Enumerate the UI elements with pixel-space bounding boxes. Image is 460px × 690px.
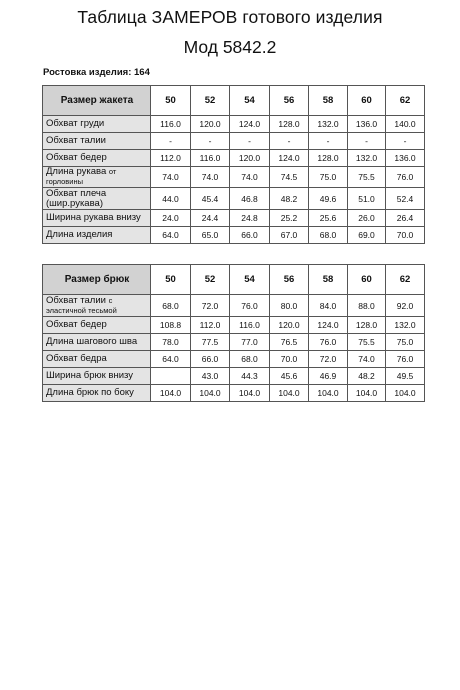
jacket-measurements-table (42, 85, 425, 244)
measurement-cell: 136.0 (386, 150, 425, 167)
measurement-cell: 104.0 (191, 385, 230, 402)
size-header-cell: 56 (270, 86, 309, 116)
measurement-cell: 69.0 (348, 227, 386, 244)
measurement-cell (151, 368, 191, 385)
measurement-cell: 78.0 (151, 334, 191, 351)
size-header-cell: 52 (191, 86, 230, 116)
table-row (43, 334, 425, 351)
measurement-cell: 104.0 (348, 385, 386, 402)
measurement-cell: 88.0 (348, 295, 386, 317)
size-header-label: Размер брюк (43, 265, 151, 295)
table-row (43, 227, 425, 244)
document-title: Таблица ЗАМЕРОВ готового изделия (77, 7, 383, 27)
table-row (43, 210, 425, 227)
size-header-cell: 50 (151, 265, 191, 295)
measurement-cell: 104.0 (151, 385, 191, 402)
row-label (43, 188, 151, 210)
table-row (43, 295, 425, 317)
measurement-cell: 76.5 (270, 334, 309, 351)
measurement-cell: 46.9 (309, 368, 348, 385)
measurement-cell: 76.0 (309, 334, 348, 351)
measurement-cell: 120.0 (191, 116, 230, 133)
measurement-cell: 74.0 (151, 167, 191, 188)
measurement-cell: 124.0 (230, 116, 270, 133)
measurement-cell: 77.0 (230, 334, 270, 351)
measurement-cell: 104.0 (309, 385, 348, 402)
measurement-cell: 80.0 (270, 295, 309, 317)
row-label-text: Ширина брюк внизу (46, 370, 134, 381)
row-label-text: Длина изделия (46, 229, 113, 240)
measurement-cell: 74.0 (191, 167, 230, 188)
measurement-cell: 112.0 (151, 150, 191, 167)
row-label-note: с эластичной тесьмой (46, 295, 117, 315)
header-row (43, 265, 425, 295)
row-label (43, 167, 151, 188)
measurement-cell: 104.0 (230, 385, 270, 402)
size-header-cell: 62 (386, 86, 425, 116)
row-label (43, 210, 151, 227)
measurement-cell: 26.4 (386, 210, 425, 227)
measurement-cell: 124.0 (309, 317, 348, 334)
row-label-text: Длина рукава (46, 166, 109, 177)
measurement-cell: 116.0 (151, 116, 191, 133)
measurement-cell: 128.0 (309, 150, 348, 167)
measurement-cell: 68.0 (230, 351, 270, 368)
measurement-cell: 74.0 (230, 167, 270, 188)
measurement-cell: 48.2 (270, 188, 309, 210)
table-row (43, 116, 425, 133)
table-row (43, 150, 425, 167)
measurement-cell: 132.0 (386, 317, 425, 334)
measurement-cell: 75.0 (309, 167, 348, 188)
row-label-text: Обхват плеча (шир.рукава) (46, 187, 107, 209)
measurement-cell: 77.5 (191, 334, 230, 351)
measurement-cell: 76.0 (386, 351, 425, 368)
row-label-text: Обхват бедер (46, 319, 107, 330)
row-label-note: от горловины (46, 167, 117, 186)
row-label-text: Длина брюк по боку (46, 387, 134, 398)
row-label-text: Обхват талии (46, 294, 109, 306)
measurement-cell: 66.0 (191, 351, 230, 368)
measurement-cell: 66.0 (230, 227, 270, 244)
size-header-label: Размер жакета (43, 86, 151, 116)
row-label (43, 295, 151, 317)
measurement-cell: 24.8 (230, 210, 270, 227)
table-row (43, 317, 425, 334)
measurement-cell: 45.6 (270, 368, 309, 385)
height-label: Ростовка изделия: 164 (43, 67, 150, 78)
measurement-cell: - (309, 133, 348, 150)
measurement-cell: 44.0 (151, 188, 191, 210)
measurement-cell: 124.0 (270, 150, 309, 167)
row-label-text: Обхват бедер (46, 152, 107, 163)
measurement-cell: - (270, 133, 309, 150)
trousers-measurements-table (42, 264, 425, 402)
measurement-cell: 92.0 (386, 295, 425, 317)
size-header-cell: 62 (386, 265, 425, 295)
size-header-cell: 60 (348, 86, 386, 116)
measurement-cell: 24.0 (151, 210, 191, 227)
measurement-cell: 116.0 (191, 150, 230, 167)
measurement-cell: 74.5 (270, 167, 309, 188)
size-header-cell: 58 (309, 265, 348, 295)
measurement-cell: 108.8 (151, 317, 191, 334)
size-header-cell: 58 (309, 86, 348, 116)
measurement-cell: 112.0 (191, 317, 230, 334)
row-label-text: Обхват талии (46, 135, 106, 146)
row-label (43, 385, 151, 402)
measurement-cell: 68.0 (151, 295, 191, 317)
row-label-text: Ширина рукава внизу (46, 212, 141, 223)
measurement-cell: 44.3 (230, 368, 270, 385)
measurement-cell: 64.0 (151, 227, 191, 244)
measurement-cell: 116.0 (230, 317, 270, 334)
table-row (43, 133, 425, 150)
size-header-cell: 54 (230, 265, 270, 295)
size-header-cell: 54 (230, 86, 270, 116)
measurement-cell: - (191, 133, 230, 150)
measurement-cell: - (151, 133, 191, 150)
measurement-cell: 76.0 (386, 167, 425, 188)
row-label-text: Обхват бедра (46, 353, 107, 364)
row-label (43, 227, 151, 244)
measurement-cell: 26.0 (348, 210, 386, 227)
measurement-cell: 74.0 (348, 351, 386, 368)
measurement-cell: 132.0 (348, 150, 386, 167)
measurement-cell: 136.0 (348, 116, 386, 133)
table-row (43, 351, 425, 368)
row-label-text: Обхват груди (46, 118, 105, 129)
table-row (43, 385, 425, 402)
measurement-cell: 68.0 (309, 227, 348, 244)
measurement-cell: 76.0 (230, 295, 270, 317)
measurement-cell: 67.0 (270, 227, 309, 244)
measurement-cell: 52.4 (386, 188, 425, 210)
measurement-cell: 104.0 (270, 385, 309, 402)
row-label-text: Длина шагового шва (46, 336, 138, 347)
measurement-cell: 64.0 (151, 351, 191, 368)
size-header-cell: 50 (151, 86, 191, 116)
measurement-cell: 75.5 (348, 334, 386, 351)
measurement-cell: 49.5 (386, 368, 425, 385)
row-label (43, 116, 151, 133)
measurement-cell: 120.0 (270, 317, 309, 334)
measurement-cell: - (348, 133, 386, 150)
measurement-cell: 132.0 (309, 116, 348, 133)
measurement-cell: 120.0 (230, 150, 270, 167)
row-label (43, 334, 151, 351)
measurement-cell: 49.6 (309, 188, 348, 210)
measurement-cell: 43.0 (191, 368, 230, 385)
measurement-cell: - (386, 133, 425, 150)
measurement-cell: 48.2 (348, 368, 386, 385)
model-number: Мод 5842.2 (183, 37, 277, 57)
size-header-cell: 60 (348, 265, 386, 295)
measurement-cell: 72.0 (309, 351, 348, 368)
table-row (43, 167, 425, 188)
measurement-cell: 51.0 (348, 188, 386, 210)
row-label (43, 150, 151, 167)
measurement-cell: 70.0 (270, 351, 309, 368)
table-row (43, 188, 425, 210)
size-header-cell: 56 (270, 265, 309, 295)
measurement-cell: 25.2 (270, 210, 309, 227)
measurement-cell: 140.0 (386, 116, 425, 133)
measurement-cell: 25.6 (309, 210, 348, 227)
table-row (43, 368, 425, 385)
row-label (43, 133, 151, 150)
measurement-cell: - (230, 133, 270, 150)
measurement-cell: 45.4 (191, 188, 230, 210)
measurement-cell: 75.0 (386, 334, 425, 351)
measurement-cell: 128.0 (348, 317, 386, 334)
measurement-cell: 65.0 (191, 227, 230, 244)
measurement-cell: 84.0 (309, 295, 348, 317)
measurement-cell: 70.0 (386, 227, 425, 244)
measurement-cell: 24.4 (191, 210, 230, 227)
size-header-cell: 52 (191, 265, 230, 295)
measurement-cell: 46.8 (230, 188, 270, 210)
row-label (43, 368, 151, 385)
row-label (43, 317, 151, 334)
row-label (43, 351, 151, 368)
header-row (43, 86, 425, 116)
measurement-cell: 128.0 (270, 116, 309, 133)
measurement-cell: 104.0 (386, 385, 425, 402)
measurement-cell: 72.0 (191, 295, 230, 317)
measurement-cell: 75.5 (348, 167, 386, 188)
